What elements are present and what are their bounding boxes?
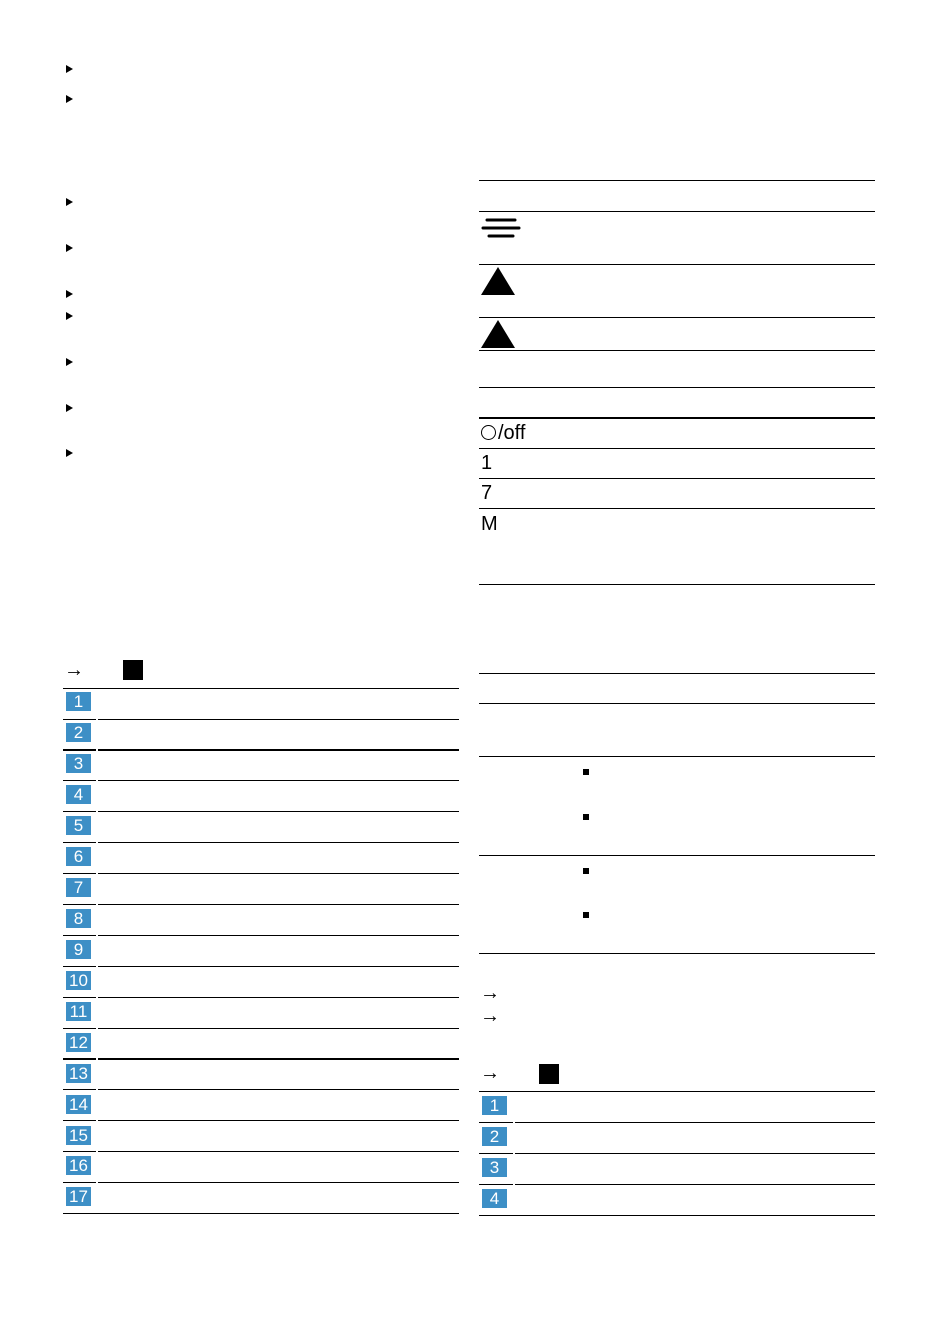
bullet-icon [66, 290, 73, 298]
steam-lines-icon [481, 216, 521, 240]
black-square-icon [123, 660, 143, 680]
legend-badge: 13 [66, 1064, 91, 1083]
legend-badge: 17 [66, 1187, 91, 1206]
bullet-square-icon [583, 769, 589, 775]
bullet-icon [66, 449, 73, 457]
level-m: M [481, 513, 498, 535]
circle-icon [481, 425, 496, 440]
legend-badge: 1 [482, 1096, 507, 1115]
bullet-square-icon [583, 814, 589, 820]
arrow-right-icon: → [480, 1005, 500, 1027]
legend-badge: 4 [482, 1189, 507, 1208]
bullet-icon [66, 312, 73, 320]
legend-badge: 3 [66, 754, 91, 773]
legend-badge: 9 [66, 940, 91, 959]
warning-triangle-icon [481, 320, 515, 348]
level-1: 1 [481, 452, 493, 474]
legend-badge: 10 [66, 971, 91, 990]
legend-badge: 2 [482, 1127, 507, 1146]
legend-badge: 8 [66, 909, 91, 928]
bullet-icon [66, 244, 73, 252]
level-off: /off [481, 422, 525, 444]
legend-badge: 2 [66, 723, 91, 742]
legend-badge: 11 [66, 1002, 91, 1021]
legend-badge: 6 [66, 847, 91, 866]
legend-badge: 4 [66, 785, 91, 804]
legend-badge: 12 [66, 1033, 91, 1052]
arrow-right-icon: → [480, 982, 500, 1004]
legend-badge: 1 [66, 692, 91, 711]
legend-badge: 14 [66, 1095, 91, 1114]
legend-badge: 16 [66, 1156, 91, 1175]
legend-badge: 7 [66, 878, 91, 897]
bullet-icon [66, 198, 73, 206]
legend-badge: 15 [66, 1126, 91, 1145]
arrow-right-icon: → [480, 1062, 500, 1084]
legend-badge: 5 [66, 816, 91, 835]
bullet-icon [66, 358, 73, 366]
bullet-icon [66, 404, 73, 412]
black-square-icon [539, 1064, 559, 1084]
bullet-icon [66, 65, 73, 73]
legend-badge: 3 [482, 1158, 507, 1177]
arrow-right-icon: → [64, 659, 84, 681]
bullet-square-icon [583, 912, 589, 918]
warning-triangle-icon [481, 267, 515, 295]
bullet-square-icon [583, 868, 589, 874]
bullet-icon [66, 95, 73, 103]
level-7: 7 [481, 482, 493, 504]
